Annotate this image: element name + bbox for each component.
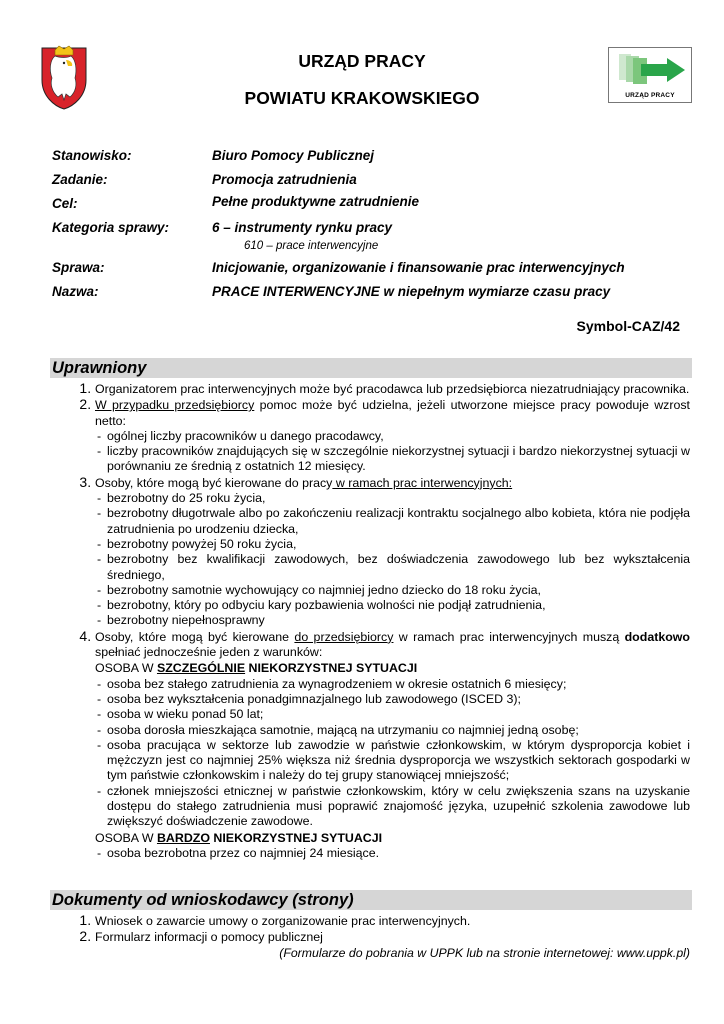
list-item: - osoba w wieku ponad 50 lat; — [95, 707, 690, 722]
dash-list — [95, 846, 690, 861]
list-item: - bezrobotny samotnie wychowujący co najmniej jedno dziecko do 18 roku życia, — [95, 583, 690, 598]
meta-value-kategoria: 6 – instrumenty rynku pracy — [212, 220, 393, 235]
list-item: 1. Wniosek o zawarcie umowy o zorganizowanie prac interwencyjnych. — [95, 913, 690, 929]
dash-list — [95, 677, 690, 830]
list-item: - członek mniejszości etnicznej w państwie członkowskim, który w celu zwiększenia szans na uzyskanie dostępu do stałego zatrudnienia musi poprawić znajomość języka, uzupełnić szkolenia zawodowe lub zwiększyć doświadczenie zawodowe. — [95, 784, 690, 830]
list-item: - bezrobotny powyżej 50 roku życia, — [95, 537, 690, 552]
meta-label-sprawa: Sprawa: — [52, 260, 105, 275]
forms-download-note: (Formularze do pobrania w UPPK lub na stronie internetowej: www.uppk.pl) — [279, 946, 690, 960]
list-item: - bezrobotny do 25 roku życia, — [95, 491, 690, 506]
meta-label-cel: Cel: — [52, 196, 78, 211]
list-item: - bezrobotny długotrwale albo po zakończeniu realizacji kontraktu socjalnego albo kobieta, która nie podjęła zatrudnienia po urodzeniu dziecka, — [95, 506, 690, 537]
list-item: - bezrobotny niepełnosprawny — [95, 613, 690, 628]
list-item: 2. W przypadku przedsiębiorcy pomoc może być udzielna, jeżeli utworzone miejsce pracy powoduje wzrost netto: - ogólnej liczby pracowników u danego pracodawcy, - liczby pracowników znajdujących się w szczególnie niekorzystnej sytuacji i bardzo niekorzystnej sytuacji w porównaniu ze średnią z ostatnich 12 miesięcy. — [95, 397, 690, 474]
section-uprawniony-content — [72, 381, 690, 861]
list-item: 2. Formularz informacji o pomocy publicznej — [95, 929, 690, 945]
meta-subcategory: 610 – prace interwencyjne — [244, 240, 379, 252]
list-item: - ogólnej liczby pracowników u danego pracodawcy, — [95, 429, 690, 444]
list-item: 1. Organizatorem prac interwencyjnych może być pracodawca lub przedsiębiorca niezatrudniający pracownika. — [95, 381, 690, 397]
list-item: - bezrobotny bez kwalifikacji zawodowych, bez doświadczenia zawodowego lub bez wykształcenia średniego, — [95, 552, 690, 583]
list-item: - osoba bez wykształcenia ponadgimnazjalnego lub zawodowego (ISCED 3); — [95, 692, 690, 707]
list-item: - osoba pracująca w sektorze lub zawodzie w państwie członkowskim, w którym dysproporcja kobiet i mężczyzn jest co najmniej 25% większa niż średnia dysproporcja we wszystkich sektorach gospodarki w tym państwie członkowskim i należy do tej grupy stanowiącej mniejszość; — [95, 738, 690, 784]
meta-value-sprawa: Inicjowanie, organizowanie i finansowanie prac interwencyjnych — [212, 260, 625, 275]
list-item: - osoba bez stałego zatrudnienia za wynagrodzeniem w okresie ostatnich 6 miesięcy; — [95, 677, 690, 692]
meta-value-cel: Pełne produktywne zatrudnienie — [212, 194, 420, 209]
list-item: - liczby pracowników znajdujących się w szczególnie niekorzystnej sytuacji i bardzo niekorzystnej sytuacji w porównaniu ze średnią z ostatnich 12 miesięcy. — [95, 444, 690, 475]
header-title-line2: POWIATU KRAKOWSKIEGO — [244, 88, 480, 108]
dokumenty-list — [72, 913, 690, 946]
list-item: - bezrobotny, który po odbyciu kary pozbawienia wolności nie podjął zatrudnienia, — [95, 598, 690, 613]
osoba-bardzo-heading: OSOBA W BARDZO NIEKORZYSTNEJ SYTUACJI — [95, 830, 383, 845]
dash-list — [95, 491, 690, 629]
document-symbol: Symbol-CAZ/42 — [576, 318, 680, 334]
header-title-line1: URZĄD PRACY — [298, 51, 426, 71]
meta-label-nazwa: Nazwa: — [52, 284, 99, 299]
section-uprawniony-header: Uprawniony — [50, 358, 692, 378]
list-item: 3. Osoby, które mogą być kierowane do pracy w ramach prac interwencyjnych: - bezrobotny do 25 roku życia, - bezrobotny długotrwale albo po zakończeniu realizacji kontraktu socjalnego albo kobieta, która nie podjęła zatrudnienia po urodzeniu dziecka, - bezrobotny powyżej 50 roku życia, - bezrobotny bez kwalifikacji zawodowych, bez doświadczenia zawodowego lub bez wykształcenia średniego, - bezrobotny samotnie wychowujący co najmniej jedno dziecko do 18 roku życia, - bezrobotny, który po odbyciu kary pozbawienia wolności nie podjął zatrudnienia, - bezrobotny niepełnosprawny — [95, 475, 690, 629]
meta-value-nazwa: PRACE INTERWENCYJNE w niepełnym wymiarze czasu pracy — [212, 284, 611, 299]
meta-label-stanowisko: Stanowisko: — [52, 148, 132, 163]
meta-label-zadanie: Zadanie: — [52, 172, 108, 187]
meta-value-stanowisko: Biuro Pomocy Publicznej — [212, 148, 375, 163]
logo-text: URZĄD PRACY — [625, 92, 675, 99]
list-item: - osoba bezrobotna przez co najmniej 24 miesiące. — [95, 846, 690, 861]
list-item: - osoba dorosła mieszkająca samotnie, mającą na utrzymaniu co najmniej jedną osobę; — [95, 723, 690, 738]
section-dokumenty-header: Dokumenty od wnioskodawcy (strony) — [50, 890, 692, 910]
dash-list — [95, 429, 690, 475]
uprawniony-list — [72, 381, 690, 861]
list-item: 4. Osoby, które mogą być kierowane do przedsiębiorcy w ramach prac interwencyjnych muszą dodatkowo spełniać jednocześnie jeden z warunków: OSOBA W SZCZEGÓLNIE NIEKORZYSTNEJ SYTUACJI - osoba bez stałego zatrudnienia za wynagrodzeniem w okresie ostatnich 6 miesięcy; - osoba bez wykształcenia ponadgimnazjalnego lub zawodowego (ISCED 3); - osoba w wieku ponad 50 lat; - osoba dorosła mieszkająca samotnie, mającą na utrzymaniu co najmniej jedną osobę; - osoba pracująca w sektorze lub zawodzie w państwie członkowskim, w którym dysproporcja kobiet i mężczyzn jest co najmniej 25% większa niż średnia dysproporcja we wszystkich sektorach gospodarki w tym państwie członkowskim i należy do tej grupy stanowiącej mniejszość; - członek mniejszości etnicznej w państwie członkowskim, który w celu zwiększenia szans na uzyskanie dostępu do stałego zatrudnienia musi poprawić znajomość języka, uzupełnić szkolenia zawodowe lub zwiększyć doświadczenie zawodowe. OSOBA W BARDZO NIEKORZYSTNEJ SYTUACJI - osoba bezrobotna przez co najmniej 24 miesiące. — [95, 629, 690, 861]
meta-label-kategoria: Kategoria sprawy: — [52, 220, 170, 235]
section-dokumenty-content — [72, 913, 690, 946]
osoba-szczegolnie-heading: OSOBA W SZCZEGÓLNIE NIEKORZYSTNEJ SYTUACJI — [95, 661, 418, 676]
meta-value-zadanie: Promocja zatrudnienia — [212, 172, 357, 187]
